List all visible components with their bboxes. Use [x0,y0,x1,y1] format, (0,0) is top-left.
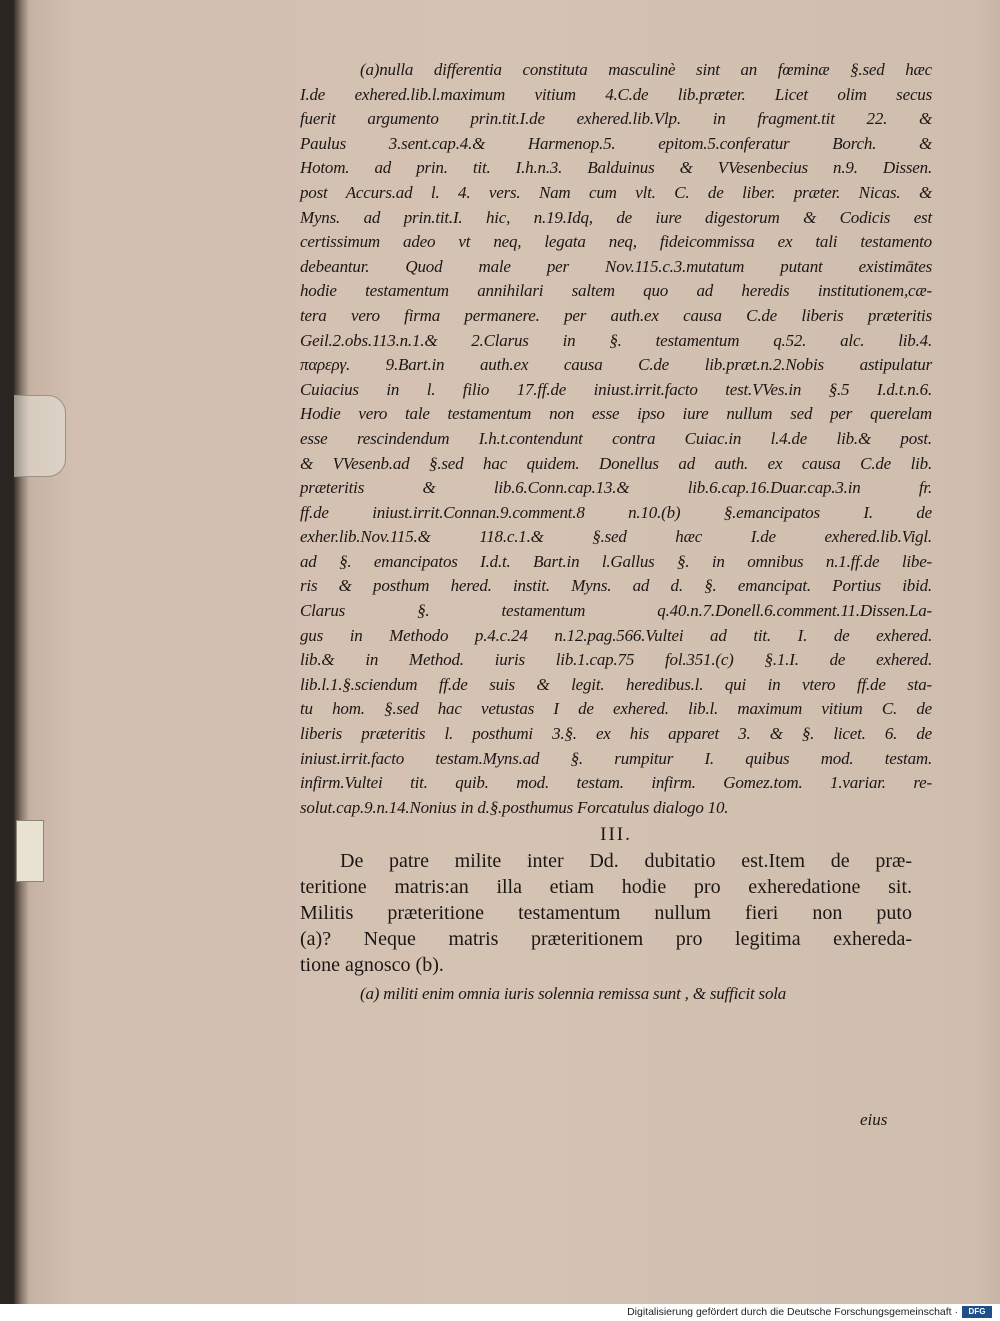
footnote-line: præteritis & lib.6.Conn.cap.13.& lib.6.cap.16.Duar.cap.3.in fr. [300,478,932,498]
footnote-line: Myns. ad prin.tit.I. hic, n.19.Idq, de iure digestorum & Codicis est [300,207,932,227]
footnote-line: Clarus §. testamentum q.40.n.7.Donell.6.comment.11.Dissen.La- [300,601,932,621]
bookmark-clip [14,395,66,477]
body-line: (a)? Neque matris præteritionem pro legitima exhereda- [300,928,912,951]
footnote-line: παρεργ. 9.Bart.in auth.ex causa C.de lib.præt.n.2.Nobis astipulatur [300,355,932,375]
footnote-line: exher.lib.Nov.115.& 118.c.1.& §.sed hæc I.de exhered.lib.Vigl. [300,527,932,547]
footnote-line: hodie testamentum annihilari saltem quo ad heredis institutionem,cæ- [300,281,932,301]
body-line: De patre milite inter Dd. dubitatio est.Item de præ- [340,850,912,873]
footnote-line: debeantur. Quod male per Nov.115.c.3.mutatum putant existimātes [300,256,932,276]
footnote-line: liberis præteritis l. posthumi 3.§. ex his apparet 3. & §. licet. 6. de [300,724,932,744]
body-line: tione agnosco (b). [300,954,444,977]
footnote-line: Paulus 3.sent.cap.4.& Harmenop.5. epitom.5.conferatur Borch. & [300,133,932,153]
footnote-line: Geil.2.obs.113.n.1.& 2.Clarus in §. testamentum q.52. alc. lib.4. [300,330,932,350]
footnote-line: lib.l.1.§.sciendum ff.de suis & legit. heredibus.l. qui in vtero ff.de sta- [300,674,932,694]
footnote-line: gus in Methodo p.4.c.24 n.12.pag.566.Vultei ad tit. I. de exhered. [300,625,932,645]
footnote-line: ff.de iniust.irrit.Connan.9.comment.8 n.10.(b) §.emancipatos I. de [300,502,932,522]
page-text [300,58,932,1007]
page-edge [14,0,28,1304]
body-paragraph [300,848,932,978]
dfg-logo: DFG [962,1306,992,1318]
footnote-line: post Accurs.ad l. 4. vers. Nam cum vlt. C. de liber. præter. Nicas. & [300,182,932,202]
footnote-line: Cuiacius in l. filio 17.ff.de iniust.irrit.facto test.VVes.in §.5 I.d.t.n.6. [300,379,932,399]
footnote-line: iniust.irrit.facto testam.Myns.ad §. rumpitur I. quibus mod. testam. [300,748,932,768]
footnote-line: tera vero firma permanere. per auth.ex causa C.de liberis præteritis [300,305,932,325]
footnote-line: I.de exhered.lib.l.maximum vitium 4.C.de lib.præter. Licet olim secus [300,84,932,104]
footnote-line: fuerit argumento prin.tit.I.de exhered.lib.Vlp. in fragment.tit 22. & [300,109,932,129]
footnote-line: (a)nulla differentia constituta masculinè sint an fœminæ §.sed hæc [360,60,932,79]
footnote-line: esse rescindendum I.h.t.contendunt contra Cuiac.in l.4.de lib.& post. [300,428,932,448]
footnote-line: Hodie vero tale testamentum non esse ipso iure nullum sed per querelam [300,404,932,424]
footnote-line: certissimum adeo vt neq, legata neq, fideicommissa ex tali testamento [300,232,932,252]
footnote-line: Hotom. ad prin. tit. I.h.n.3. Balduinus & VVesenbecius n.9. Dissen. [300,158,932,178]
footnote-line: tu hom. §.sed hac vetustas I de exhered. lib.l. maximum vitium C. de [300,699,932,719]
footnotes-block [300,58,932,820]
footer-bar [0,1304,1000,1321]
footnote-line: & VVesenb.ad §.sed hac quidem. Donellus ad auth. ex causa C.de lib. [300,453,932,473]
body-line: teritione matris:an illa etiam hodie pro exheredatione sit. [300,876,912,899]
sub-note-line: (a) militi enim omnia iuris solennia remissa sunt , & sufficit sola [360,984,787,1004]
catchword: eius [860,1110,888,1129]
footnote-line: ris & posthum hered. instit. Myns. ad d. §. emancipat. Portius ibid. [300,576,932,596]
page-tab [16,820,44,882]
body-line: Militis præteritione testamentum nullum fieri non puto [300,902,912,925]
footer-credit: Digitalisierung gefördert durch die Deutsche Forschungsgemeinschaft · [627,1306,958,1318]
footnote-line: lib.& in Method. iuris lib.1.cap.75 fol.351.(c) §.1.I. de exhered. [300,650,932,670]
footnote-line: infirm.Vultei tit. quib. mod. testam. infirm. Gomez.tom. 1.variar. re- [300,773,932,793]
footnote-line: solut.cap.9.n.14.Nonius in d.§.posthumus Forcatulus dialogo 10. [300,797,729,817]
section-number: III. [600,824,632,846]
footnote-line: ad §. emancipatos I.d.t. Bart.in l.Gallus §. in omnibus n.1.ff.de libe- [300,551,932,571]
